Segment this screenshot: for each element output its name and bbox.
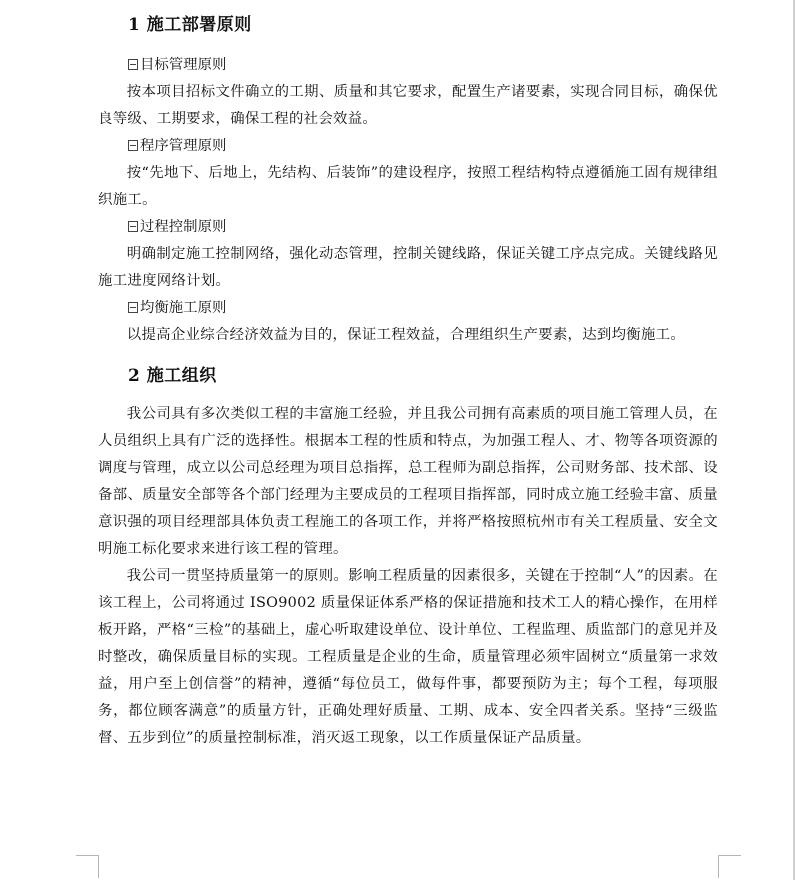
subheading-target-management xyxy=(98,52,718,79)
subheading-balanced-construction xyxy=(98,295,718,322)
paragraph-balanced-construction: 以提高企业综合经济效益为目的，保证工程效益，合理组织生产要素，达到均衡施工。 xyxy=(126,327,686,343)
page-corner-mark-bottom-left xyxy=(76,855,99,878)
box-bullet-icon xyxy=(128,221,138,232)
box-bullet-icon xyxy=(128,302,138,313)
page-corner-mark-bottom-right xyxy=(718,855,741,878)
subheading-label: 均衡施工原则 xyxy=(140,300,227,316)
subheading-label: 过程控制原则 xyxy=(140,219,227,235)
paragraph-quality: 我公司一贯坚持质量第一的原则。影响工程质量的因素很多，关键在于控制“人”的因素。在该工程上，公司将通过 ISO9002 质量保证体系严格的保证措施和技术工人的精心操作，在用样板开路，严格“三检”的基础上，虚心听取建设单位、设计单位、工程监理、质监部门的意见并及时整改，确保质量目标的实现。工程质量是企业的生命，质量管理必须牢固树立“质量第一求效益，用户至上创信誉”的精神，遵循“每位员工，做每件事，都要预防为主；每个工程，每项服务，都位顾客满意”的质量方针，正确处理好质量、工期、成本、安全四者关系。坚持“三级监督、五步到位”的质量控制标准，消灭返工现象，以工作质量保证产品质量。 xyxy=(98,568,718,746)
paragraph-process-control: 明确制定施工控制网络，强化动态管理，控制关键线路，保证关键工序点完成。关键线路见施工进度网络计划。 xyxy=(98,246,718,289)
document-body xyxy=(98,8,718,752)
box-bullet-icon xyxy=(128,59,138,70)
section-heading-1: 1 施工部署原则 xyxy=(128,15,252,35)
box-bullet-icon xyxy=(128,140,138,151)
subheading-procedure-management xyxy=(98,133,718,160)
section-heading-2: 2 施工组织 xyxy=(128,366,217,386)
paragraph-target-management: 按本项目招标文件确立的工期、质量和其它要求，配置生产诸要素，实现合同目标，确保优良等级、工期要求，确保工程的社会效益。 xyxy=(98,84,718,127)
subheading-process-control xyxy=(98,214,718,241)
paragraph-organization: 我公司具有多次类似工程的丰富施工经验，并且我公司拥有高素质的项目施工管理人员，在人员组织上具有广泛的选择性。根据本工程的性质和特点，为加强工程人、才、物等各项资源的调度与管理，成立以公司总经理为项目总指挥，总工程师为副总指挥，公司财务部、技术部、设备部、质量安全部等各个部门经理为主要成员的工程项目指挥部，同时成立施工经验丰富、质量意识强的项目经理部具体负责工程施工的各项工作，并将严格按照杭州市有关工程质量、安全文明施工标化要求来进行该工程的管理。 xyxy=(98,406,718,557)
subheading-label: 目标管理原则 xyxy=(140,57,227,73)
paragraph-procedure-management: 按“先地下、后地上，先结构、后装饰”的建设程序，按照工程结构特点遵循施工固有规律组织施工。 xyxy=(98,165,718,208)
subheading-label: 程序管理原则 xyxy=(140,138,227,154)
